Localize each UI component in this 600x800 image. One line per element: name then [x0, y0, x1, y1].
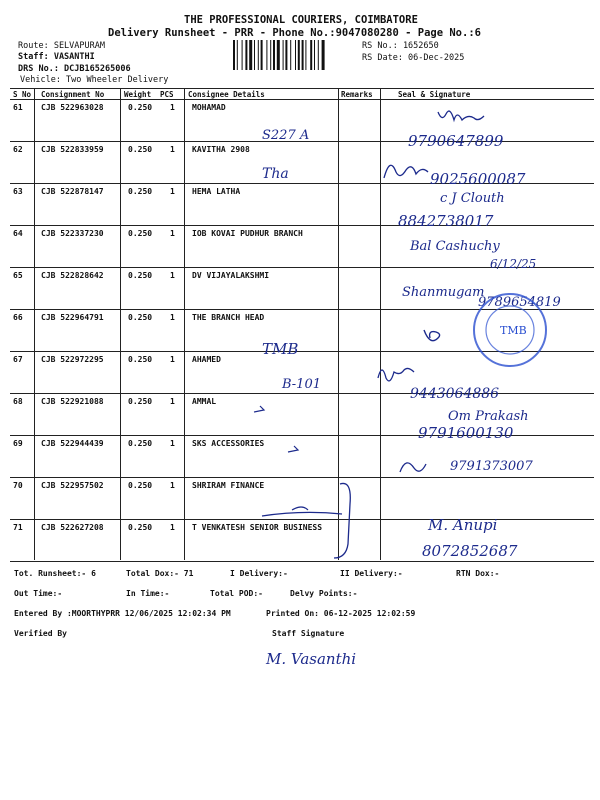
hw-r67-note: B-101 [282, 377, 321, 392]
row-weight: 0.250 [128, 313, 153, 322]
drs-label: DRS No.: DCJB165265006 [18, 64, 131, 74]
rtn-dox: RTN Dox:- [456, 569, 500, 578]
col-remarks: Remarks [341, 90, 373, 99]
row-pcs: 1 [170, 145, 175, 154]
row-pcs: 1 [170, 271, 175, 280]
hw-r62-note: Tha [262, 166, 289, 182]
signature-67 [378, 368, 414, 381]
row-weight: 0.250 [128, 103, 153, 112]
ii-delivery: II Delivery:- [340, 569, 403, 578]
row-pcs: 1 [170, 187, 175, 196]
hw-r61-note: S227 A [262, 128, 310, 143]
row-weight: 0.250 [128, 355, 153, 364]
col-seal-signature: Seal & Signature [398, 90, 471, 99]
row-consignment: CJB 522833959 [41, 145, 104, 154]
row-consignment: CJB 522828642 [41, 271, 104, 280]
signature-69 [400, 463, 426, 472]
row-weight: 0.250 [128, 271, 153, 280]
row-pcs: 1 [170, 103, 175, 112]
row-consignee: THE BRANCH HEAD [192, 313, 265, 322]
row-consignment: CJB 522944439 [41, 439, 104, 448]
row-consignee: AHAMED [192, 355, 221, 364]
row-consignee: DV VIJAYALAKSHMI [192, 271, 270, 280]
row-sno: 69 [13, 439, 23, 448]
out-time: Out Time:- [14, 589, 63, 598]
col-weight: Weight [124, 90, 152, 99]
row-weight: 0.250 [128, 439, 153, 448]
row-sno: 68 [13, 397, 23, 406]
total-dox: Total Dox:- 71 [126, 569, 194, 578]
row-consignment: CJB 522921088 [41, 397, 104, 406]
pen-mark-71 [262, 507, 342, 516]
pen-mark-68 [254, 406, 264, 412]
row-pcs: 1 [170, 481, 175, 490]
hw-r68-sig: Om Prakash [448, 409, 529, 424]
row-pcs: 1 [170, 397, 175, 406]
delvy-points: Delvy Points:- [290, 589, 358, 598]
hw-r66-note: TMB [262, 340, 299, 358]
hw-r66-stamp: TMB [500, 324, 527, 337]
row-sno: 67 [13, 355, 23, 364]
row-consignee: KAVITHA 2908 [192, 145, 250, 154]
hw-r65-phone: 9789654819 [478, 295, 561, 310]
row-weight: 0.250 [128, 229, 153, 238]
vehicle-label: Vehicle: Two Wheeler Delivery [20, 75, 169, 85]
hw-r67-phone: 9443064886 [410, 386, 500, 402]
row-consignment: CJB 522964791 [41, 313, 104, 322]
row-consignee: SHRIRAM FINANCE [192, 481, 265, 490]
col-pcs: PCS [160, 90, 174, 99]
printed-on: Printed On: 06-12-2025 12:02:59 [266, 609, 416, 618]
total-pod: Total POD:- [210, 589, 263, 598]
hw-r62-phone: 9025600087 [430, 170, 526, 188]
row-consignee: T VENKATESH SENIOR BUSINESS [192, 523, 323, 532]
runsheet-subtitle: Delivery Runsheet - PRR - Phone No.:9047080280 - Page No.:6 [108, 27, 481, 39]
signature-62 [384, 165, 428, 178]
row-consignment: CJB 522972295 [41, 355, 104, 364]
hw-r64-date: 6/12/25 [490, 257, 537, 271]
hw-staff-sig: M. Vasanthi [266, 650, 357, 668]
company-title: THE PROFESSIONAL COURIERS, COIMBATORE [184, 14, 418, 26]
row-pcs: 1 [170, 439, 175, 448]
row-weight: 0.250 [128, 145, 153, 154]
row-consignee: MOHAMAD [192, 103, 226, 112]
row-pcs: 1 [170, 523, 175, 532]
hw-r65-sig: Shanmugam [402, 285, 485, 300]
row-consignee: SKS ACCESSORIES [192, 439, 265, 448]
row-sno: 65 [13, 271, 23, 280]
row-pcs: 1 [170, 229, 175, 238]
row-pcs: 1 [170, 355, 175, 364]
row-consignee: HEMA LATHA [192, 187, 241, 196]
red-tick-mark [424, 330, 440, 341]
col-consignee: Consignee Details [188, 90, 265, 99]
col-sno: S No [13, 90, 32, 99]
hw-r69-phone: 9791373007 [450, 459, 533, 474]
staff-label: Staff: VASANTHI [18, 52, 95, 62]
staff-signature-label: Staff Signature [272, 629, 345, 638]
row-consignee: IOB KOVAI PUDHUR BRANCH [192, 229, 303, 238]
tot-runsheet: Tot. Runsheet:- 6 [14, 569, 96, 578]
row-sno: 63 [13, 187, 23, 196]
row-weight: 0.250 [128, 481, 153, 490]
row-pcs: 1 [170, 313, 175, 322]
verified-by: Verified By [14, 629, 67, 638]
row-consignment: CJB 522957502 [41, 481, 104, 490]
row-consignment: CJB 522878147 [41, 187, 104, 196]
hw-r68-phone: 9791600130 [418, 424, 514, 442]
row-weight: 0.250 [128, 523, 153, 532]
row-sno: 70 [13, 481, 23, 490]
row-consignment: CJB 522337230 [41, 229, 104, 238]
pen-mark-69 [288, 446, 298, 452]
hw-r64-sig: Bal Cashuchy [410, 239, 500, 254]
row-sno: 66 [13, 313, 23, 322]
row-sno: 62 [13, 145, 23, 154]
col-consignment: Consignment No [41, 90, 105, 99]
row-sno: 61 [13, 103, 23, 112]
entered-by: Entered By :MOORTHYPRR 12/06/2025 12:02:34 PM [14, 609, 231, 618]
hw-r71-sig: M. Anupi [428, 516, 498, 534]
row-sno: 64 [13, 229, 23, 238]
pen-bracket [334, 483, 350, 558]
row-weight: 0.250 [128, 187, 153, 196]
hw-r63-sig: c J Clouth [440, 191, 505, 206]
row-weight: 0.250 [128, 397, 153, 406]
row-sno: 71 [13, 523, 23, 532]
row-consignment: CJB 522963028 [41, 103, 104, 112]
rs-number: RS No.: 1652650 [362, 41, 439, 51]
row-consignment: CJB 522627208 [41, 523, 104, 532]
hw-r61-phone: 9790647899 [408, 132, 504, 150]
row-consignee: AMMAL [192, 397, 217, 406]
i-delivery: I Delivery:- [230, 569, 288, 578]
signature-61 [438, 111, 484, 120]
rs-date: RS Date: 06-Dec-2025 [362, 53, 465, 63]
hw-r63-phone: 8842738017 [398, 212, 494, 230]
in-time: In Time:- [126, 589, 170, 598]
hw-r71-phone: 8072852687 [422, 542, 518, 560]
route-label: Route: SELVAPURAM [18, 41, 105, 51]
